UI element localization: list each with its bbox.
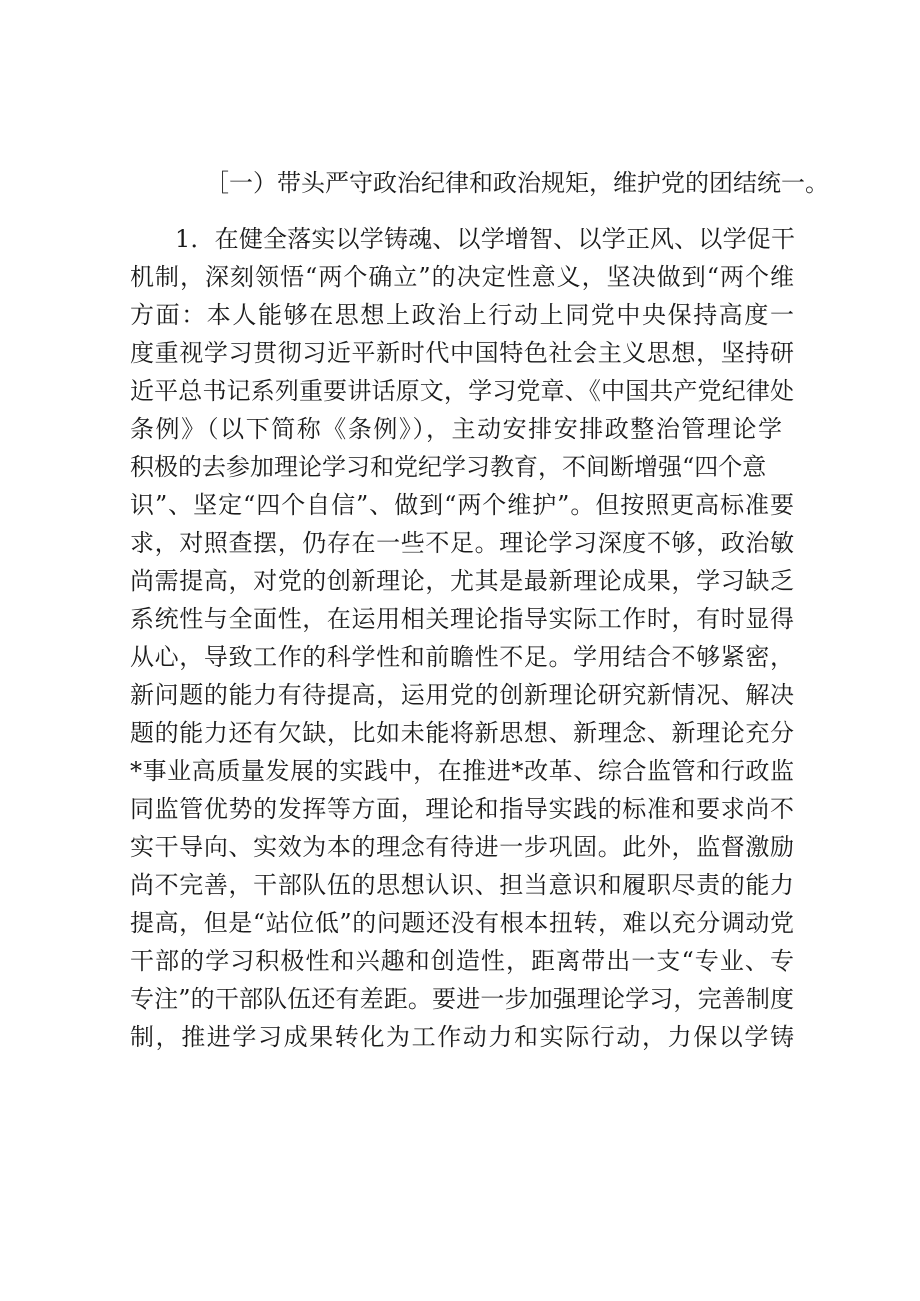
body-line: 识”、坚定“四个自信”、做到“两个维护”。但按照更高标准要 [130,491,794,519]
body-line: 新问题的能力有待提高，运用党的创新理论研究新情况、解决 [130,681,794,709]
body-line: 专注”的干部队伍还有差距。要进一步加强理论学习，完善制度 [130,985,794,1013]
body-line: 求，对照查摆，仍存在一些不足。理论学习深度不够，政治敏 [130,529,794,557]
body-line: 干部的学习积极性和兴趣和创造性，距离带出一支“专业、专 [130,947,794,975]
body-line: 系统性与全面性，在运用相关理论指导实际工作时，有时显得 [130,605,794,633]
body-line: 尚不完善，干部队伍的思想认识、担当意识和履职尽责的能力 [130,871,794,899]
body-line: 从心，导致工作的科学性和前瞻性不足。学用结合不够紧密， [130,643,794,671]
body-line: 积极的去参加理论学习和党纪学习教育，不间断增强“四个意 [130,453,767,481]
body-line: 1．在健全落实以学铸魂、以学增智、以学正风、以学促干 [175,225,795,253]
body-line: *事业高质量发展的实践中，在推进*改革、综合监管和行政监 [130,757,794,785]
body-line: 制，推进学习成果转化为工作动力和实际行动，力保以学铸 [130,1023,794,1051]
body-line: 提高，但是“站位低”的问题还没有根本扭转，难以充分调动党 [130,909,794,937]
body-line: 机制，深刻领悟“两个确立”的决定性意义，坚决做到“两个维 [130,263,794,291]
body-line: 度重视学习贯彻习近平新时代中国特色社会主义思想，坚持研 [130,339,794,367]
body-line: 近平总书记系列重要讲话原文，学习党章、《中国共产党纪律处 [130,377,794,405]
body-line: 方面：本人能够在思想上政治上行动上同党中央保持高度一 [130,301,794,329]
body-line: 条例》（以下简称《条例》），主动安排安排政整治管理论学 [130,415,782,443]
body-line: 同监管优势的发挥等方面，理论和指导实践的标准和要求尚不 [130,795,794,823]
section-heading: ［一）带头严守政治纪律和政治规矩，维护党的团结统一。 [205,169,829,197]
body-line: 题的能力还有欠缺，比如未能将新思想、新理念、新理论充分 [130,719,794,747]
body-line: 实干导向、实效为本的理念有待进一步巩固。此外，监督激励 [130,833,794,861]
body-line: 尚需提高，对党的创新理论，尤其是最新理论成果，学习缺乏 [130,567,794,595]
